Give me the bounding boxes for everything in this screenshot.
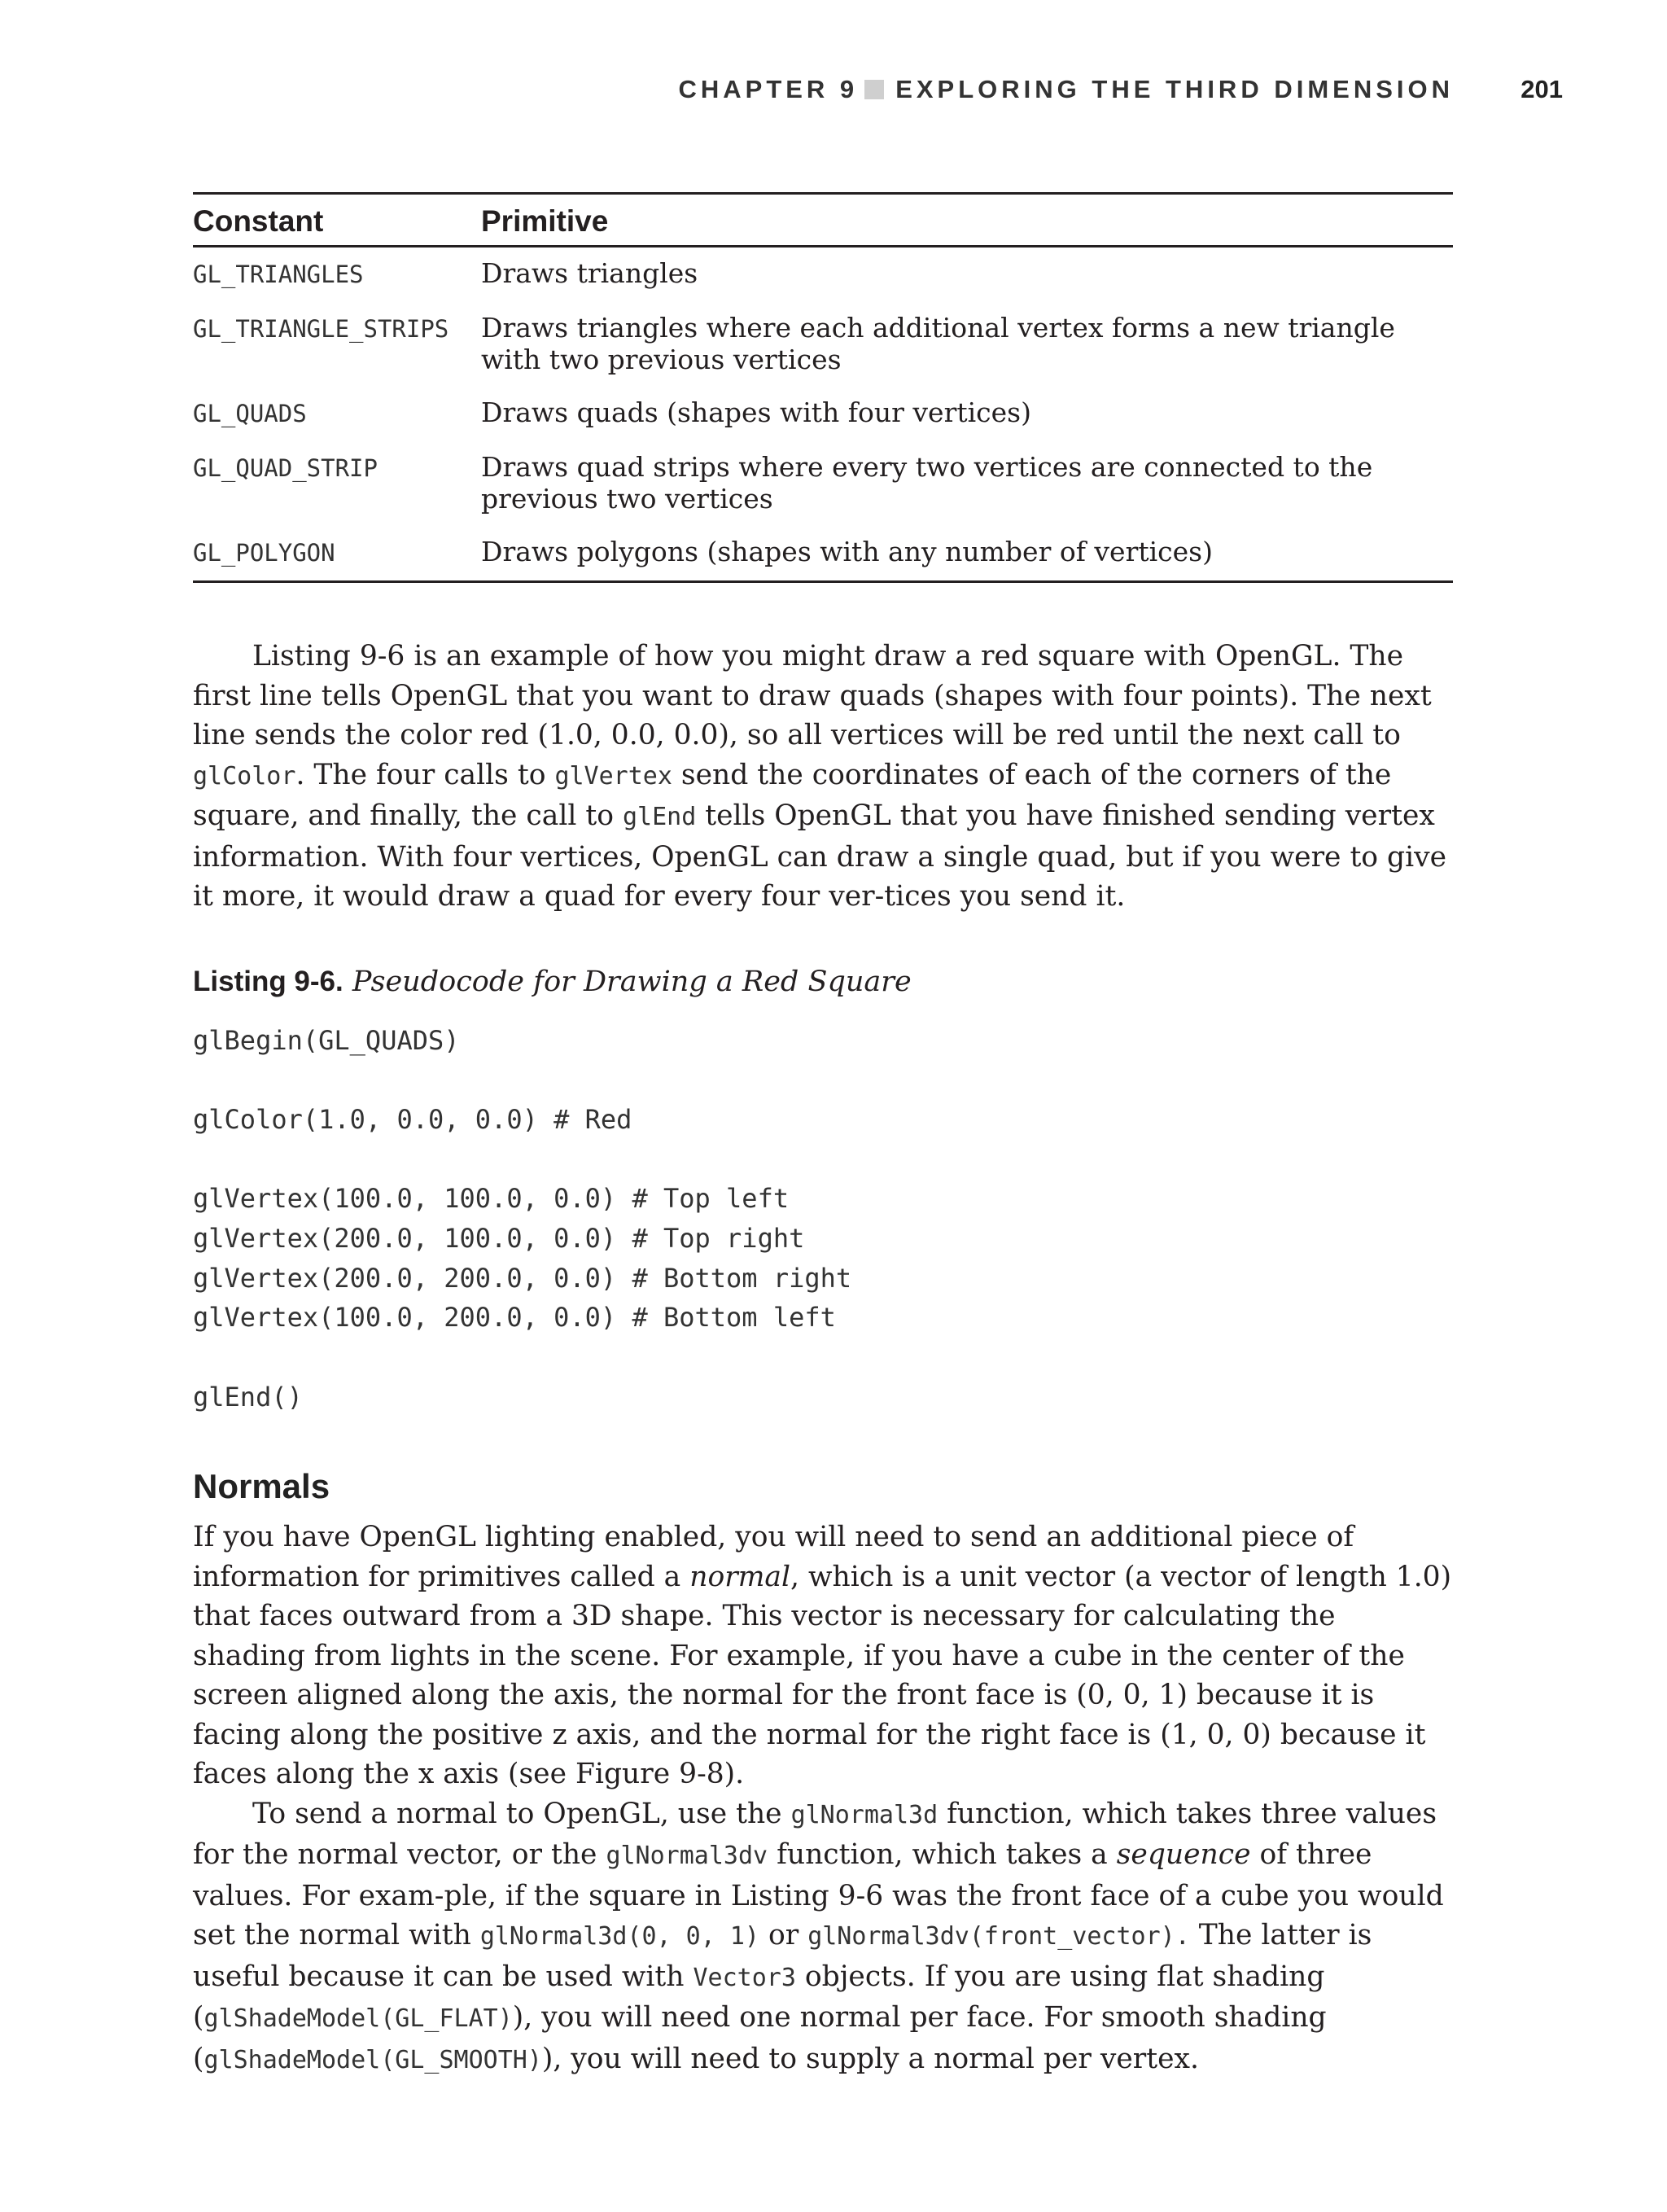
constant-cell: GL_TRIANGLES [193, 261, 364, 288]
primitive-cell: Draws quads (shapes with four vertices) [481, 396, 1031, 428]
text-run: ), you will need one normal per face. For smooth shading ( [193, 2001, 1327, 2075]
inline-code: glVertex [554, 761, 672, 791]
listing-caption [193, 966, 1453, 998]
text-run: If you have OpenGL lighting enabled, you will need to send an additional piece of information for primitives called a [193, 1521, 1354, 1593]
table-row [193, 247, 1453, 303]
section-heading: Normals [193, 1467, 330, 1506]
primitive-cell: Draws triangles [481, 257, 698, 289]
text-run: To send a normal to OpenGL, use the [252, 1797, 791, 1830]
inline-code: glNormal3d [790, 1800, 939, 1829]
running-head [558, 75, 1454, 104]
text-run: function, which takes a [768, 1838, 1117, 1872]
code-line: glVertex(200.0, 100.0, 0.0) # Top right [193, 1222, 805, 1254]
table-row [193, 441, 1453, 526]
inline-code: glShadeModel(GL_FLAT) [203, 2004, 513, 2034]
page-content [193, 192, 1453, 2080]
inline-code: glNormal3d(0, 0, 1) [479, 1922, 759, 1951]
column-header-primitive: Primitive [481, 194, 1453, 247]
paragraph-listing-intro [193, 637, 1453, 917]
code-line [193, 1060, 1453, 1100]
code-line: glEnd() [193, 1381, 303, 1413]
primitive-cell: Draws triangles where each additional vertex forms a new triangle with two previous vertices [481, 312, 1395, 375]
chapter-label: CHAPTER 9 [678, 75, 859, 103]
code-line: glBegin(GL_QUADS) [193, 1024, 460, 1056]
listing-title: Pseudocode for Drawing a Red Square [352, 965, 912, 998]
table-header-row [193, 194, 1453, 247]
paragraph-normals-intro [193, 1518, 1453, 1794]
code-line: glVertex(100.0, 200.0, 0.0) # Bottom left [193, 1302, 836, 1334]
text-run: function, which takes three values for the normal vector, or the [193, 1797, 1437, 1872]
text-run: of three values. For exam-ple, if the square in Listing 9-6 was the front face of a cube you would set the normal with [193, 1838, 1444, 1952]
listing-label: Listing 9-6. [193, 965, 343, 997]
code-line: glVertex(200.0, 200.0, 0.0) # Bottom right [193, 1262, 852, 1294]
text-run: tells OpenGL that you have finished sending vertex information. With four vertices, OpenGL can draw a single quad, but if you were to give it more, it would draw a quad for every four ver-tices you send it. [193, 799, 1447, 913]
text-run: or [759, 1919, 808, 1952]
inline-code: glColor [193, 761, 296, 791]
inline-code: glNormal3dv [606, 1842, 768, 1871]
separator-square-icon [864, 80, 884, 99]
text-run: , which is a unit vector (a vector of length 1.0) that faces outward from a 3D shape. This vector is necessary for calculating the shading from lights in the scene. For example, if you have a cube in the center of the screen aligned along the axis, the normal for the front face is (0, 0, 1) because it is facing along the positive z axis, and the normal for the right face is (1, 0, 0) because it faces along the x axis (see Figure 9-8). [193, 1560, 1452, 1791]
code-listing [193, 1021, 1453, 1417]
inline-code: glEnd [622, 803, 697, 831]
code-line: glColor(1.0, 0.0, 0.0) # Red [193, 1103, 632, 1135]
inline-code: Vector3 [693, 1963, 796, 1992]
table-row [193, 387, 1453, 441]
table-row [193, 302, 1453, 387]
constant-cell: GL_TRIANGLE_STRIPS [193, 315, 449, 343]
text-run: . The four calls to [295, 758, 555, 791]
inline-code: glNormal3dv(front_vector). [807, 1922, 1190, 1951]
code-line: glVertex(100.0, 100.0, 0.0) # Top left [193, 1183, 790, 1215]
primitives-table [193, 192, 1453, 583]
chapter-title: EXPLORING THE THIRD DIMENSION [895, 75, 1454, 103]
page-number: 201 [1520, 75, 1563, 103]
constant-cell: GL_POLYGON [193, 539, 335, 567]
primitive-cell: Draws polygons (shapes with any number of vertices) [481, 536, 1213, 567]
text-run: ), you will need to supply a normal per vertex. [541, 2042, 1199, 2075]
emphasis: normal [689, 1560, 791, 1593]
code-line [193, 1338, 1453, 1378]
constant-cell: GL_QUADS [193, 400, 307, 427]
inline-code: glShadeModel(GL_SMOOTH) [203, 2045, 542, 2074]
table-row [193, 526, 1453, 582]
primitive-cell: Draws quad strips where every two vertices are connected to the previous two vertices [481, 451, 1373, 515]
column-header-constant: Constant [193, 194, 481, 247]
text-run: Listing 9-6 is an example of how you might draw a red square with OpenGL. The first line tells OpenGL that you want to draw quads (shapes with four points). The next line sends the color red (1.0, 0.0, 0.0), so all vertices will be red until the next call to [193, 640, 1432, 751]
text-run: objects. If you are using flat shading ( [193, 1960, 1325, 2035]
constant-cell: GL_QUAD_STRIP [193, 454, 378, 482]
code-line [193, 1140, 1453, 1180]
emphasis: sequence [1116, 1838, 1251, 1872]
text-run: The latter is useful because it can be used with [193, 1919, 1372, 1993]
paragraph-normals-opengl [193, 1794, 1453, 2081]
text-run: send the coordinates of each of the corners of the square, and finally, the call to [193, 758, 1392, 832]
